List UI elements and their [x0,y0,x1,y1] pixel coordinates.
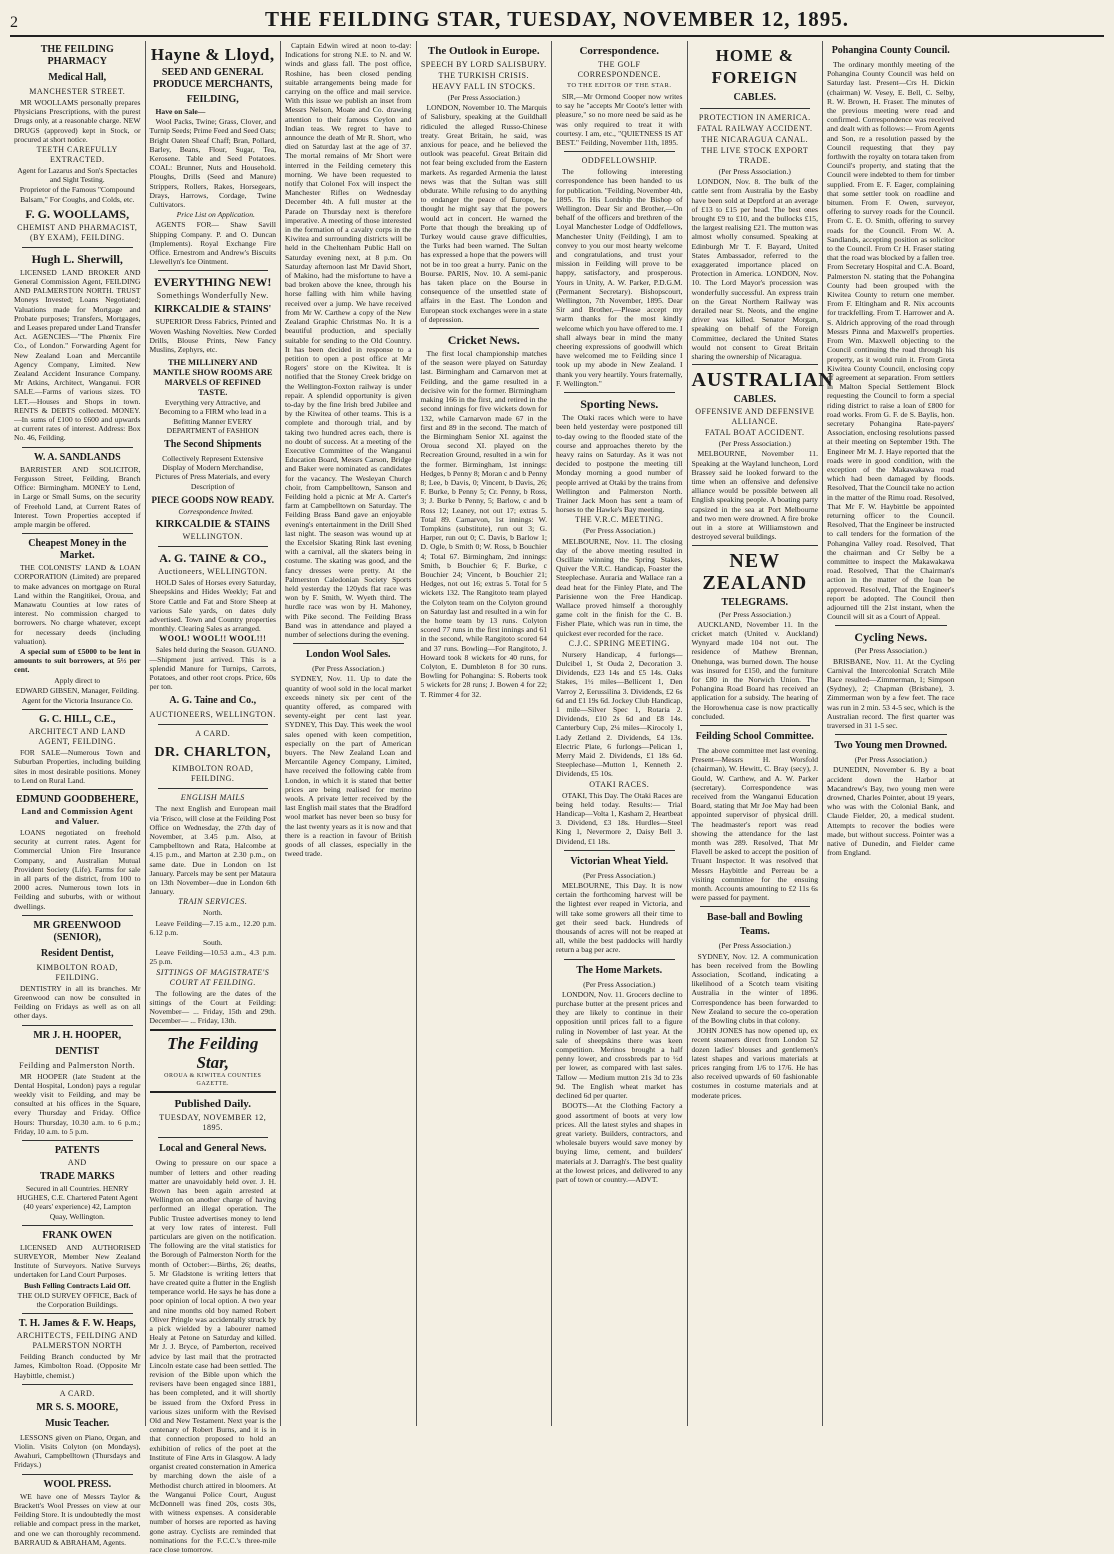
taine-body: HOLD Sales of Horses every Saturday, Sheepskins and Hides Weekly; Fat and Store Cattle and Fat and Store Sheep at various Sale yards, on dates duly advertised. Town and Country properties monthly. Clearing Sales as arranged. [149,578,276,634]
divider [158,546,269,547]
divider [22,1474,133,1475]
taine-name: A. G. TAINE & CO., [159,551,267,566]
hayne-lloyd-town: FEILDING, [186,94,239,105]
divider [564,392,675,393]
drowned-heading: Two Young men Drowned. [834,740,948,752]
pharmacy-subheading: Medical Hall, [48,72,107,83]
column-4 [417,41,553,1426]
hill-name: G. C. HILL, C.E., [39,714,116,726]
trade-marks-heading: TRADE MARKS [39,1171,115,1183]
wool-sales-report: SYDNEY, Nov. 11. Up to date the quantity of wool sold in the local market exceeds ninety six per cent of the quantity offered, as compared with seventy-eight per cent last year. SYDNEY, This Day. This week the wool sales opened with keen competition, especially on the part of American buyers. The New Zealand Loan and Mercantile Agency Company, Limited, have received the following cable from London, in which it is stated that better prices are being realised for merino wools. A private letter received by the last English mail states that the Bradford wool market has never been so busy for the last twenty years as it is now and that there is a reaction in favour of British goods of all classes, especially in the tweed trade. [285,674,412,859]
divider [692,364,819,365]
cjc-body: Nursery Handicap, 4 furlongs—Dulcibel 1, St Ouda 2, Decoration 3. Dividends, £23 14s and £5 14s. Oaks Stakes, 1½ miles—Bellicent 1, Den Varroy 2, Eerussilina 3. Dividends, £2 6s 6d and £1 19s 6d. Jockey Club Handicap, 1 mile—Silver Spec 1, Rotaria 2. Dividends, £10 2s 6d and £8 14s. Canterbury Cup, 2¼ miles—Kirocoly 1, Lady Zetland 2. Dividends, £4 13s. Electric Plate, 6 furlongs—Pelican 1, Merry Maid 2. Dividends, £1 18s 6d. Steeplechase—Mutton 1, Kenneth 2. Dividends, £5 10s. [556,649,683,779]
pohangina-heading: Pohangina County Council. [831,45,950,56]
goodbehere-name: EDMUND GOODBEHERE, [16,793,139,805]
divider [564,959,675,960]
home-foreign-body: LONDON, Nov. 8. The bulk of the cattle sent from Australia by the Easby have been sold at Deptford at an average of £13 to £15 per head. The best ones brought £9 to £10, and the bullocks £15, the largest realising £21. The mutton was almost wholly consumed. Speaking at Edinburgh Mr T. F. Bayard, United States Ambassador, referred to the exaggerated importance placed on Protection in America. LONDON, Nov. 10. The Lord Mayor's procession was wonderfully successful. An express train on the Great Northern Railway was derailed near St. Neots, and the engine driver was killed. Senator Morgan, speaking on behalf of the Foreign Committee, declared the United States would not consent to Great Britain sharing the ownership of Nicaragua. [691,177,818,362]
card-label: A CARD. [195,729,231,739]
divider [692,545,819,546]
wool-wool-wool: WOOL! WOOL!! WOOL!!! [159,634,267,644]
divider [22,447,133,448]
column-7 [823,41,959,1426]
column-5 [552,41,688,1426]
moore-title: Music Teacher. [45,1417,110,1429]
kirkcaldie-body: SUPERIOR Dress Fabrics, Printed and Woven Washing Novelties. New Corded Drills, Blouse Prints, New Fancy Muslins, Zephyrs, etc. [149,317,276,355]
new-zealand-heading: NEW ZEALAND [702,549,808,594]
home-markets-heading: The Home Markets. [576,964,663,976]
special-sum: A special sum of £5000 to be lent in amounts to suit borrowers, at 5½ per cent. [14,646,141,675]
goodbehere-title: Land and Commission Agent and Valuer. [21,806,134,826]
spectacles-agent: Agent for Lazarus and Son's Spectacles and Sight Testing. [17,166,138,185]
pharmacy-body: MR WOOLLAMS personally prepares Physicians Prescriptions, with the purest Drugs only, at a reasonable charge. NEW DRUGS (approved) kept in Stock, or procured at short notice. [14,98,141,144]
taine-footer: A. G. Taine and Co., [169,695,257,707]
greenwood-title: Resident Dentist, [40,947,114,959]
wheat-yield-heading: Victorian Wheat Yield. [570,855,669,867]
divider [158,270,269,271]
vrc-press: (Per Press Association.) [583,526,656,536]
column-2 [146,41,282,1554]
patents-heading: PATENTS [54,1145,100,1157]
compound-balsam: Proprietor of the Famous "Compound Balsam," For Coughs, and Colds, etc. [19,185,135,204]
feilding-star-subtitle: OROUA & KIWITEA COUNTIES GAZETTE. [164,1073,262,1088]
piece-goods: PIECE GOODS NOW READY. [151,494,275,505]
wool-press-body: WE have one of Messrs Taylor & Brackett's Wool Presses on view at our Feilding Store. It is undoubtedly the most reliable and compact press in the market, and one we can thoroughly recommend. BARRAUD & ABRAHAM, Agents. [14,1491,141,1547]
home-markets-press: (Per Press Association.) [583,979,656,989]
woollams-name: F. G. WOOLLAMS, [25,206,130,221]
greenwood-address: KIMBOLTON ROAD, FEILDING. [36,962,118,982]
english-mails-heading: ENGLISH MAILS [180,793,245,803]
otaki-heading: OTAKI RACES. [589,779,650,789]
columns [10,41,1104,1554]
school-committee-heading: Feilding School Committee. [695,730,814,742]
sporting-heading: Sporting News. [580,397,659,412]
australian-press: (Per Press Association.) [718,439,791,449]
frank-owen-name: FRANK OWEN [42,1229,113,1241]
divider [564,850,675,851]
cycling-press: (Per Press Association.) [854,646,927,656]
hooper-body: MR HOOPER (late Student at the Dental Hospital, London) pays a regular weekly visit to Feilding, and may be consulted at his offices in the Square, every Thursday and Friday. Office Hours: Thursday, 10.30 a.m. to 6 p.m.; Friday, 10 a.m. to 5 p.m. [14,1071,141,1136]
bowling-heading: Base-ball and Bowling Teams. [706,912,803,938]
divider [293,643,404,644]
divider [158,788,269,789]
train-north-label: North. [202,908,223,918]
drowned-press: (Per Press Association.) [854,755,927,765]
new-zealand-sub: TELEGRAMS. [721,596,788,608]
australian-heading: AUSTRALIAN [691,369,834,392]
sandlands-name: W. A. SANDLANDS [33,451,121,463]
divider [22,533,133,534]
column-1 [10,41,146,1547]
patents-body: Secured in all Countries. HENRY HUGHES, C.E. Chartered Patent Agent (40 years' experience) 42, Lampton Quay, Wellington. [16,1184,138,1221]
turkish-crisis: THE TURKISH CRISIS. [438,71,529,80]
sherwill-name: Hugh L. Sherwill, [31,251,123,266]
taine-title: Auctioneers, WELLINGTON. [158,567,268,577]
oddfellowship-body: The following interesting correspondence has been handed to us for publication. "Feilding, November 4th, 1895. To His Lordship the Bishop of Wellington. Dear Sir and Brother,—On behalf of the officers and brethren of the Loyal Manchester Lodge of Oddfellows, Manchester Unity (Feilding), I am to convey to you our most hearty welcome and congratulations, and trust your mission in Feilding will prove to be happy, satisfactory, and prosperous. Yours in Unity, A. W. Parker, P.D.G.M. (Permanent Secretary). Bishopscourt, Wellington, 7th November, 1895. Dear Sir and Brother,—Please accept my warm thanks for the most kindly welcome which you have offered to me. I shall always bear in mind the many cheering expressions of goodwill which have welcomed me to Feilding since I took up my abode in New Zealand. I thank you very heartily. Yours fraternally, F. Wellington." [556,167,683,388]
bowling-press: (Per Press Association.) [718,941,791,951]
vrc-heading: THE V.R.C. MEETING. [575,515,664,525]
heaps-name: T. H. James & F. W. Heaps, [18,1318,136,1330]
hayne-agents: AGENTS FOR— Shaw Savill Shipping Company. P. and O. Duncan (Implements). Royal Exchange Fire Office. Ernestrom and Andrew's Biscuits Llewellyn's Ice Ointment. [149,220,276,267]
divider [22,1225,133,1226]
divider [22,1025,133,1026]
new-zealand-body: AUCKLAND, November 11. In the cricket match (United v. Auckland) Wynyard made 104 not out. The residence of Mathew Brennan, Onehunga, was burned down. The house was insured for £150, and the furniture for £80 in the Norwich Union. The Pohangina Road Board has received an application for a subsidy. The hearing of the Horowhenua case is now practically concluded. [691,619,818,721]
moore-name: MR S. S. MOORE, [36,1401,119,1413]
golf-heading: THE GOLF CORRESPONDENCE. [577,60,661,79]
old-survey-office: THE OLD SURVEY OFFICE, Back of the Corporation Buildings. [17,1290,137,1310]
english-mails-body: The next English and European mail via 'Frisco, will close at the Feilding Post Office on Wednesday, the 27th day of November, at 3.45 p.m. Also, at Campbelltown and Rata, Halcombe at 4.15 p.m., and Marton at 2.30 p.m., on same date. Due in London on 1st January. Parcels may be sent per Mataura on 13th November—due in London 6th January. [149,804,276,897]
kirkcaldie-footer: KIRKCALDIE & STAINS [155,519,270,531]
pharmacy-heading: THE FEILDING PHARMACY [40,44,114,67]
fatal-railway: FATAL RAILWAY ACCIDENT. [696,124,813,133]
masthead [10,8,1104,37]
local-general-heading: Local and General News. [159,1143,267,1155]
train-north-times: Leave Feilding—7.15 a.m., 12.20 p.m. 6.12 p.m. [149,918,276,937]
kirkcaldie-heading: KIRKCALDIE & STAINS' [154,304,272,316]
cjc-heading: C.J.C. SPRING MEETING. [568,638,670,648]
charlton-address: KIMBOLTON ROAD, FEILDING. [172,764,254,784]
wool-press-heading: WOOL PRESS. [43,1478,112,1490]
golf-body: SIR,—Mr Ormond Cooper now writes to say he "accepts Mr Coote's letter with pleasure," so no more need be said as he was only required to treat it with courtesy. I am, etc., "QUIETNESS IS AT BEST." Feilding, November 11th, 1895. [556,92,683,148]
hayne-price-list: Price List on Application. [176,210,255,220]
something-new: Somethings Wonderfully New. [156,291,269,301]
pharmacy-street: MANCHESTER STREET. [29,87,126,96]
hill-title: ARCHITECT AND LAND AGENT, FEILDING. [28,727,126,747]
wool-sales-press: (Per Press Association.) [312,664,385,674]
millinery-body: Everything very Attractive, and Becoming to a FIRM who lead in a Befitting Manner EVERY DEPARTMENT of FASHION [159,398,267,435]
divider [700,906,811,907]
column-6 [688,41,834,1426]
woollams-title: CHEMIST AND PHARMACIST, (BY EXAM), FEILDING. [17,222,138,242]
second-shipments: The Second Shipments [164,439,262,451]
home-foreign-sub: CABLES. [733,92,776,103]
sporting-body: The Otaki races which were to have been held yesterday were postponed till to-day owing to the flooded state of the course and approaches thereto by the heavy rains on Saturday. As it was not decided to postpone the meeting till Monday morning a good number of people arrived at Otaki by the trains from Wellington and Palmerston North. Trainer Jack Moon has sent a team of horses to the Hawke's Bay meeting. [556,413,683,515]
hill-body: FOR SALE—Numerous Town and Suburban Properties, including building sites in most desirable positions. Money to Lend on Rural Land. [14,748,141,785]
correspondence-heading: Correspondence. [579,45,660,57]
hooper-title: DENTIST [55,1045,100,1057]
divider [835,625,947,626]
salisbury-speech: SPEECH BY LORD SALISBURY. [420,60,547,69]
second-shipments-body: Collectively Represent Extensive Display of Modern Merchandise, Pictures of Press Materials, and every Description of [155,454,271,491]
school-committee-body: The above committee met last evening. Present—Messrs H. Worsfold (chairman), W. Hewitt, C. Bray (secy), J. Gould, W. Carthew, and A. W. Parker (secretary). Correspondence was received from the Wanganui Education Board, stating that Mr Joe May had been appointed supervisor of physical drill. The headmaster's report was read showing the attendance for the last month was 289. Resolved, That Mr Flavell be asked to accept the position of Truant Inspector. It was resolved that Messrs Haybittle and Perreau be a visiting committee for the ensuing month. Accounts amounting to £2 11s 6s were passed for payment. [691,745,818,903]
hayne-lloyd-title: SEED AND GENERAL PRODUCE MERCHANTS, [153,67,273,90]
bowling-body: SYDNEY, Nov. 12. A communication has been received from the Bowling Association, Scotland, indicating a likelihood of a Scotch team visiting Australia in the winter of 1896. Correspondence has been forwarded to New Zealand to secure the co-operation of the Bowling clubs in that colony. [691,951,818,1026]
moore-body: LESSONS given on Piano, Organ, and Violin. Visits Colyton (on Mondays), Awahuri, Campbelltown (Thursdays and Fridays.) [14,1432,141,1470]
cycling-heading: Cycling News. [854,630,928,645]
correspondence-invited: Correspondence Invited. [178,506,254,516]
offensive-alliance: OFFENSIVE AND DEFENSIVE ALLIANCE. [695,407,815,427]
publication-date: TUESDAY, NOVEMBER 12, 1895. [159,1113,267,1133]
goodbehere-body: LOANS negotiated on freehold security at current rates. Agent for Commercial Union Fire Insurance Company, and Australian Mutual Provident Society (Life). Farms for sale in all parts of the district, from 100 to 2000 acres. Numerous town lots in Feilding and suburbs, with or without dwellings. [14,827,141,911]
hooper-name: MR J. H. HOOPER, [33,1029,122,1041]
wheat-press: (Per Press Association.) [583,870,656,880]
divider [22,709,133,710]
wool-sales-heading: London Wool Sales. [305,649,391,661]
divider [429,328,540,329]
pohangina-body: The ordinary monthly meeting of the Pohangina County Council was held on Saturday last. Present—Crs H. Dickin (chairman) W. Vesey, E. Bell, C. Selby, R. W. Brown, H. Fraser. The minutes of the previous meeting were read and confirmed. Correspondence was received and dealt with as follows:— From Agents and Son, re a resolution passed by the Council requesting that they pay forthwith the royalty on totara taken from Council's property, and stating that the Council were indebted to them for timber supplied. From E. F. Eager, complaining that some settler took on roadline and bitumen. From F. Owen, surveyor, offering to survey roads for the Council. From C. E. O. Smith, offering to survey roads for the Council. From W. A. Sandlands, accepting position as solicitor to the Council. From Cr H. Fraser stating that the road was blocked by a fallen tree. From Secretary Hospital and C.A. Board, Palmerston N. stating that the Pohangina County had been grouped with the Kiwitea County to return one member. From F. Eltingham and R. Nix accounts for trackfelling. From T. Harrower and A. S. Aldrich approving of the road through Messrs Pinna and Maxwell's properties. From Wm. Maxwell objecting to the Council continuing the road through his property, as it would ruin it. From Greta Kiwitea County Council, enclosing copy of agreement at separation. From settlers in Malton Special Settlement Block requesting the Council to form a special riding district to raise a loan of £800 for road works. From G. F. de S. Baylis, hon. secretary Pohangina Rate-payers' Association, enclosing resolutions passed at their meeting on September 19th. The Engineer Mr M. J. Haye reported that the roads were in good condition, with the exception of the Makawakawa road which had been damaged by floods. Resolved, That the Council take no action in the matter of the Rimu road. Resolved, That Mr F. W. Haybittle be appointed returning officer to the Council. Resolved, That the Engineer be instructed to call tenders for the formation of the Pohangina Valley road. Resolved, That the chairman and Cr Selby be a committee to inspect the Makawakawa road. Resolved, That the Chairman's action in the matter of the loan be approved. Resolved, That the Engineer's report be adopted. The Council then adjourned till the 21st instant, when the Council will sit as a Court of Appeal. [827,60,955,622]
boots-advert: BOOTS—At the Clothing Factory a good assortment of boots at very low prices. All the latest styles and shapes in great variety. Builders, contractors, and wholesale buyers would save money by buying lime, cement, and builders' materials at J. Darragh's. The best quality at the lowest prices, and delivered to any part of town or country.—ADVT. [556,1101,683,1184]
home-foreign-heading: HOME & FOREIGN [711,46,798,87]
taine-footer-title: AUCTIONEERS, WELLINGTON. [149,710,276,720]
nicaragua-canal: THE NICARAGUA CANAL. [701,135,809,144]
divider [22,247,133,248]
millinery-heading: THE MILLINERY AND MANTLE SHOW ROOMS ARE MARVELS OF REFINED TASTE. [152,357,273,398]
drowned-body: DUNEDIN, November 6. By a boat accident down the Harbor at Macandrew's Bay, two young men were drowned, Charles Pointer, about 19 years, who was with the Colonial Bank, and Claude Fielder, 20, a medical student. Attempts to recover the bodies were made, but without success. Pointer was a native of Dunedin, and Fielder came from England. [827,765,955,858]
train-south-label: South. [202,937,223,947]
published-daily: Published Daily. [174,1098,251,1111]
cricket-heading: Cricket News. [447,333,520,348]
local-general-body: Owing to pressure on our space a number of letters and other reading matter are unavoidably held over. J. H. Brown has been again arrested at Wellington on another charge of having performed an illegal operation. The Public Trustee advertises money to lend at very low rates of interest. Full particulars are given on the notification. The following are the vital statistics for the Borough of Palmerston North for the month of October:—Births, 26; deaths, 5. Mr Gladstone is writing letters that have created quite a flutter in the English temperance world. He says he has done a poor opinion of local option. A two year and nine months old boy named Robert Oliver Pringle was accidentally struck by a pick wielded by a labourer named Healy at Petone on Saturday and killed. Mr J. J. Bryce, of Pamberton, received advice by last mail that the protracted Lincoln estate case had been settled. The revision of the Bible upon which the revisers have been engaged since 1881, has been completed, and it will shortly be issued from the Oxford Press in various sizes uniform with the Revised Old and New Testament. Next year is the centenary of Robert Burns, and it is in that connection proposed to hold an exhibition of relics of the poet at the Institute of Fine Arts in Glasgow. A lady organist created consternation in America by marching down the aisle of a Methodist church attired in bloomers. At the Wanganui Police Court, August McDonnell was fined 20s, costs 30s, with witness expenses. A considerable number of horses are reported as having gone astray. Cyclists are reminded that nominations for the F.C.C.'s three-mile race close tomorrow. [149,1158,276,1554]
train-services-heading: TRAIN SERVICES. [178,897,248,907]
australian-body: MELBOURNE, November 11. Speaking at the Wayland luncheon, Lord Brassey said he looked forward to the time when an offensive and defensive alliance would be possible between all English speaking people. A boating party capsized in the sea at Port Melbourne and two men were drowned. A fire broke out in a store at Williamstown and destroyed several buildings. [691,449,818,542]
kirkcaldie-footer-town: WELLINGTON. [182,532,243,542]
victoria-agent: Agent for the Victoria Insurance Co. [21,695,133,705]
home-markets-body: LONDON, Nov. 11. Grocers decline to purchase butter at the present prices and they are likely to continue in their opposition until prices fall to a figure ruling in November of last year. At the sale of sheepskins there was keen competition. Merinos brought a half penny lower, and crossbreds par to ½d per lower, as compared with last sales. Tallow — Medium mutton 21s 3d to 23s 9d. The English wheat market has declined 6d per quarter. [556,989,683,1101]
oddfellowship-heading: ODDFELLOWSHIP. [581,156,657,166]
live-stock-export: THE LIVE STOCK EXPORT TRADE. [701,146,809,165]
hayne-have-on-sale: Have on Sale— [155,107,206,116]
page-number: 2 [10,14,18,31]
divider [700,108,811,109]
vrc-body: MELBOURNE, Nov. 11. The closing day of the above meeting resulted in Oscillate winning the Spring Stakes, Quiver the V.R.C. Handicap, Foaster the Steeplechase. Auraria and Wallace ran a dead heat for the Finley Plate, and The Parisienne won the Free Handicap. Wallace proved himself a thoroughly game colt in the finish for the C. B. Fisher Plate, which was run in time, the quickest ever recorded for the race. [556,536,683,638]
hayne-lloyd-name: Hayne & Lloyd, [150,45,275,64]
cricket-body: The first local championship matches of the season were played on Saturday last. Birmingham and Carnarvon met at Feilding, and the game resulted in a decisive win for the former. Birmingham making 166 in the first, and retired in the second innings for five wickets down for 132, while Carnarvon made 67 in the first and 89 in the second. The match of the Birmingham Senior XI. against the Oroua second XI. played on the Recreation Ground, resulted in a win for the former. Birmingham, 1st innings: Hedges, b Penny 8; Moran c and b Penny 8; Lee, b Davis, 0; Vincent, b Davis, 26; F. Burke, b Penny 5; Cr. Penny, b Ross, 3; J. Burke b Penny, 5; Barlow, c and b Ross 12; Leaney, not out 17; extras 5. Total 89. Carnarvon, 1st innings: W. Tompkins (substitute), run out 3; G. Harper, run out 0; C. Davis, b Barlow 1; D. Ogle, b Smith 0; W. Ross, b Bouchier 4; Total 67. Birmingham, 2nd innings: Smith, b Bouchier 6; F. Burke, c Bouchier 24; Vincent, b Bouchier 21; Hedges, not out 16; extras 5. Total for 5 wickets 132. The Rangitoto team played the Colyton team on the Colyton ground on Saturday last and resulted in a win for the home team by 13 runs. Colyton scored 77 runs in the first innings and 61 in the second, while Rangitoto scored 64 and 37 runs. Bowling—For Rangitoto, J. Howard took 8 wickets for 40 runs, for Colyton, E. Dumbleton 8 for 30 runs. Bowling for Pohangina: S. Roberts took 5 wickets for 28 runs; J. Bowen 4 for 22; T. Rimmer 4 for 32. [420,349,547,699]
australian-sub: CABLES. [733,394,776,406]
teeth-notice: TEETH CAREFULLY EXTRACTED. [36,145,118,165]
golf-to-editor: TO THE EDITOR OF THE STAR. [567,82,672,89]
john-jones-advert: JOHN JONES has now opened up, ex recent steamers direct from London 52 dozen ladies' blouses and gentlemen's latest shapes and various materials at prices ranging from 1/6 to 17/6. He has also received upwards of 60 fashionable costumes in costume materials and at moderate prices. [691,1026,818,1100]
divider [22,915,133,916]
cheapest-money-heading: Cheapest Money in the Market. [28,538,127,562]
protection-america: PROTECTION IN AMERICA. [698,113,811,122]
greenwood-body: DENTISTRY in all its branches. Mr Greenwood can now be consulted in Feilding on Fridays as well as on all other days. [14,983,141,1021]
charlton-name: DR. CHARLTON, [154,745,272,761]
fatal-boat: FATAL BOAT ACCIDENT. [704,428,805,438]
hooper-address: Feilding and Palmerston North. [19,1060,136,1070]
cycling-body: BRISBANE, Nov. 11. At the Cycling Carnival the Intercolonial Scratch Mile Race resulted—Zimmerman, 1; Simpson (Sydney), 2; Chapman (Brisbane), 3. Zimmerman won by a few feet. The race was run in 2 min. 53 4-5 sec, which is the Australian record. The first quarter was traversed in 31 1-5 sec. [827,656,955,731]
wheat-body: MELBOURNE, This Day. It is now certain the forthcoming harvest will be the lightest ever reaped in Victoria, and will take some growers all their time to get their seed back. Hundreds of thousands of acres will not be reaped at all, while the best paddocks will hardly return a bag per acre. [556,881,683,955]
sittings-body: The following are the dates of the sittings of the Court at Feilding: November— ... Friday, 15th and 29th. December— ... Friday, 13th. [149,988,276,1026]
frank-owen-body: LICENSED AND AUTHORISED SURVEYOR, Member New Zealand Institute of Surveyors. Native Surveys undertaken for Land Court Purposes. [14,1242,141,1280]
heavy-fall-stocks: HEAVY FALL IN STOCKS. [432,82,536,91]
outlook-press: (Per Press Association.) [447,93,520,102]
local-news-continued: Captain Edwin wired at noon to-day: Indications for strong N.E. to N. and W. winds and glass fall. The post office, Roshine, has been closed pending suitable arrangements being made for carrying on the office and mail service. With this issue we publish an inset from Messrs Nelson, Moate and Co. drawing attention to their famous Ceylon and Indian teas. We regret to have to announce the death of Mr R. Short, who died on Saturday last at the age of 37. The mortal remains of Mr Short were interred in the Feilding cemetery this morning. We have been requested to notify that Colonel Fox will inspect the Manchester Rifles on Wednesday December 4th. A full muster at the Parade on Thursday next is therefore imperative. A meeting of those interested in the formation of a cavalry corps in the Kiwitea and surrounding districts will be held in the Cheltenham Public Hall on Saturday evening next, at 8 p.m. On Saturday afternoon last Mr David Short, of Makino, had the misfortune to have a bad broken above the knee, through his horse falling with him while having received over a jump. We have received from Mr W. Carthew a copy of the New Zealand Graphic Christmas No. It is a beautiful production, and specially suitable for sending to the Old Country. It has been decided in response to a petition to open a post office at Mr Rogers' store on the Kiwitea. It is notified that the Stoney Creek bridge on the Wellington-Foxton railway is under repair. A splendid opportunity is given to-day by the fine Irish bred Jubilee and by the Kiwitea of other teams. This is a complete and thorough trial, and by taking two hundred acres each, there is no doubt of success. At a meeting of the Executive Committee of the Wanganui Education Board, Messrs Carson, Bridge and Baker were nominated as candidates for the vacancy. The Wesleyan Church choir, from Campbelltown, Sanson and Feilding hold a picnic at Mr A. Carter's farm at Campbelltown on Saturday. The Feilding Brass Band gave an enjoyable evening's entertainment in the Drill Shed last night. The season was wound up at the Excelsior Skating Rink last evening with a carnival, all the skaters being in costume. The skating was good, and the fancy dresses were pretty. At the Palmerston Caledonian Society Sports held yesterday the 120yds flat race was won by F. Smith, W. Wyeth third. The hurdle race was won by H. Mahoney, with Pike second. The Feilding Brass Band was in attendance and played a number of selections during the evening. [285,41,412,639]
wool-sales-body: Sales held during the Season. GUANO.—Shipment just arrived. This is a splendid Manure for Turnips, Carrots, Potatoes, and other root crops. Price, 60s per ton. [149,645,276,692]
divider [22,1384,133,1385]
new-zealand-press: (Per Press Association.) [718,609,791,619]
greenwood-name: MR GREENWOOD (SENIOR), [33,919,121,943]
divider [700,725,811,726]
everything-new: EVERYTHING NEW! [154,275,272,290]
masthead-title: THE FEILDING STAR, TUESDAY, NOVEMBER 12, 1895. [265,7,849,31]
apply-direct: Apply direct to [54,675,101,685]
divider [158,1137,269,1138]
bush-felling: Bush Felling Contracts Laid Off. [23,1280,131,1290]
sherwill-body: LICENSED LAND BROKER AND General Commission Agent, FEILDING AND PALMERSTON NORTH. TRUST Moneys Invested; Loans Negotiated; Valuations made for Mortgage and Probate purposes; Transfers, Mortgages, and Leases prepared under Land Transfer Act. AGENCIES—"The Phœnix Fire Co., of London." Forwarding Agent for New Zealand Loan and Mercantile Agency Company, Limited. New Zealand Accident Insurance Company. Mr Atkins, Architect, Wanganui. FOR SALE.—Farms of various sizes. TO LET.—Houses and Shops in town. RENTS & DEBTS collected. MONEY.—In sums of £100 to £600 and upwards at current rates of interest. Address: Box No. 46, Feilding. [14,267,141,443]
divider [22,789,133,790]
otaki-body: OTAKI, This Day. The Otaki Races are being held today. Results:— Trial Handicap—Volta 1, Kasham 2, Heartbeat 3. Dividend, £3 18s. Hurdles—Steel King 1, Nevermore 2, Daisy Bell 3. Dividend, £1 18s. [556,790,683,846]
sandlands-body: BARRISTER AND SOLICITOR, Fergusson Street, Feilding. Branch Office: Birmingham. MONEY to Lend, in Large or Small Sums, on the security of Freehold Land, at Current Rates of Interest. Town Properties accepted if ample margin be offered. [14,464,141,529]
outlook-body: LONDON, November 10. The Marquis of Salisbury, speaking at the Guildhall ridiculed the alleged Russo-Chinese treaty. Great Britain, he said, was anxious for peace, and he believed the outlook was peaceful. Great Britain did not fear being excluded from the Eastern markets. As regarded Armenia the latest news was that the Sultan was still obdurate. While refusing to do anything to endanger the peace of Europe, he thought he might say that the powers would act in concert. He warned the Porte that though the breaking up of Turkey would cause grave difficulties, the Turks had been warned. The Sultan has expressed a hope that the powers will not be in too great a hurry. Panic on the Bourse. PARIS, Nov. 10. A semi-panic has taken place on the Bourse in consequence of the unsettled state of affairs in the East. The London and European stock exchanges were in a state of depression. [420,103,547,324]
train-south-times: Leave Feilding—10.53 a.m., 4.3 p.m. 25 p.m. [149,948,276,967]
heaps-title: ARCHITECTS, FEILDING AND PALMERSTON NORTH [16,1331,138,1351]
home-foreign-press: (Per Press Association.) [718,167,791,176]
heaps-body: Feilding Branch conducted by Mr James, Kimbolton Road. (Opposite Mr Haybittle, chemist.) [14,1352,141,1380]
divider [22,1313,133,1314]
divider [158,724,269,725]
divider [835,734,947,735]
gibsen-manager: EDWARD GIBSEN, Manager, Feilding. [15,685,139,695]
divider [22,1140,133,1141]
sittings-heading: SITTINGS OF MAGISTRATE'S COURT AT FEILDING. [156,967,270,987]
hayne-lloyd-body: Wool Packs, Twine; Grass, Clover, and Turnip Seeds; Prime Feed and Seed Oats; Bright Oaten Sheaf Chaff; Bran, Pollard, Barley, Beans, Flour, Sugar, Tea, Kerosene. Table and Seed Potatoes. COAL: Brunner, Nuts and Household. Ploughs, Drills (Seed and Manure) Strippers, Rollers, Rakes, Horsegears, Drays, Harrows, Cordage, Twine Cultivators. [149,117,276,210]
feilding-star-banner [150,1029,277,1093]
patents-and: AND [67,1158,87,1168]
divider [564,151,675,152]
column-3 [281,41,417,1426]
card-label: A CARD. [59,1388,95,1398]
outlook-europe-heading: The Outlook in Europe. [427,45,540,57]
colonists-body: THE COLONISTS' LAND & LOAN CORPORATION (Limited) are prepared to make advances on mortgage on Rural Land within the Rangitikei, Oroua, and Manawatu Counties at low rates of interest. No commission charged to borrowers. No charge whatever, except for necessary deeds (including valuation). [14,563,141,646]
feilding-star-title: The Feilding Star, [167,1034,259,1073]
